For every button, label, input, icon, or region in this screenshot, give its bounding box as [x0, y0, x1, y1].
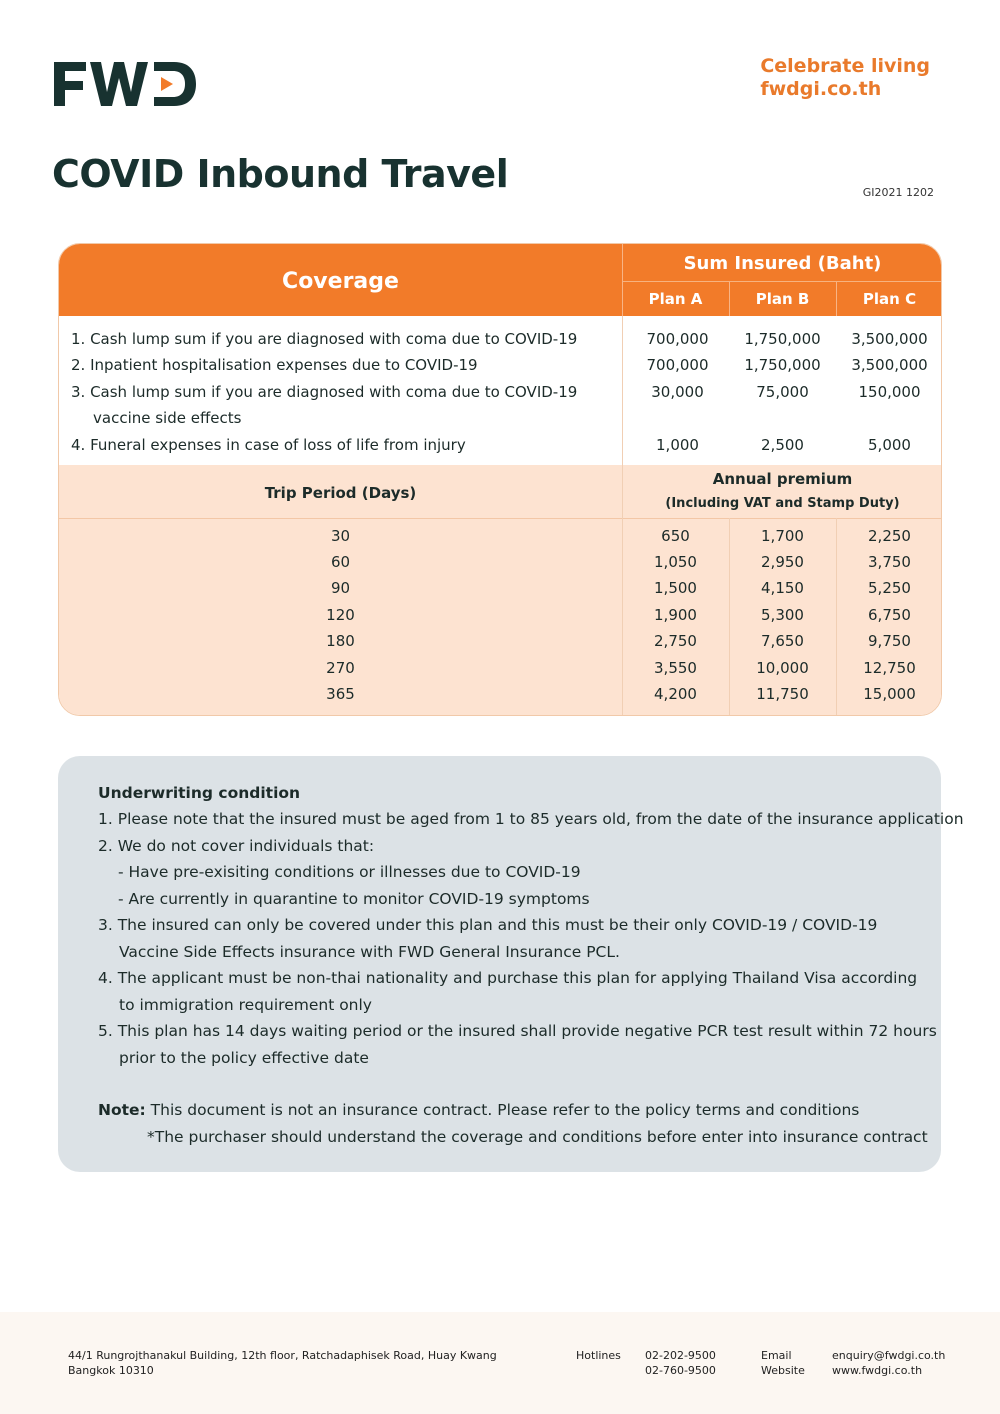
- plan-c-premium: 5,250: [868, 579, 911, 597]
- trip-days: 30: [330, 527, 351, 545]
- plan-b-premium: 4,150: [761, 579, 804, 597]
- table-row: [59, 632, 942, 658]
- website-link[interactable]: www.fwdgi.co.th: [832, 1364, 923, 1377]
- footer-address: [68, 1348, 497, 1378]
- trip-days: 120: [326, 606, 355, 624]
- trip-period-header: Trip Period (Days): [264, 484, 417, 502]
- plan-a-premium: 4,200: [654, 685, 697, 703]
- address-line: 44/1 Rungrojthanakul Building, 12th floor, Ratchadaphisek Road, Huay Kwang: [68, 1349, 497, 1362]
- plan-c-premium: 6,750: [868, 606, 911, 624]
- header-divider: [622, 244, 623, 316]
- plan-a-premium: 650: [661, 527, 690, 545]
- contact-labels: [761, 1348, 805, 1378]
- plan-b-premium: 2,950: [761, 553, 804, 571]
- plan-b-value: 2,500: [761, 436, 804, 454]
- page-title: COVID Inbound Travel: [52, 152, 509, 196]
- hotline-link[interactable]: 02-202-9500: [645, 1349, 716, 1362]
- condition-item-continued: Vaccine Side Effects insurance with FWD General Insurance PCL.: [119, 943, 620, 961]
- condition-item: 4. The applicant must be non-thai nationality and purchase this plan for applying Thailand Visa according: [98, 969, 918, 987]
- plan-c-premium: 2,250: [868, 527, 911, 545]
- coverage-table: [58, 243, 942, 716]
- hotline-link[interactable]: 02-760-9500: [645, 1364, 716, 1377]
- plan-b-header: Plan B: [755, 290, 810, 308]
- condition-subitem: - Have pre-exisiting conditions or illnesses due to COVID-19: [118, 863, 581, 881]
- plan-a-premium: 2,750: [654, 632, 697, 650]
- plan-b-premium: 11,750: [756, 685, 809, 703]
- table-row: [59, 606, 942, 632]
- trip-days: 60: [330, 553, 351, 571]
- hotline-numbers: [645, 1348, 716, 1378]
- plan-a-premium: 1,500: [654, 579, 697, 597]
- brand-tagline: [760, 55, 930, 101]
- coverage-label: 4. Funeral expenses in case of loss of life from injury: [71, 436, 466, 454]
- underwriting-conditions: [58, 756, 964, 1172]
- table-row: [59, 553, 942, 579]
- plan-a-value: 700,000: [646, 330, 709, 348]
- trip-days: 180: [326, 632, 355, 650]
- email-label: Email: [761, 1349, 792, 1362]
- note: [98, 1101, 859, 1119]
- premium-header-divider: [59, 518, 942, 519]
- plan-a-premium: 1,900: [654, 606, 697, 624]
- table-row: [59, 356, 942, 383]
- table-row: [59, 579, 942, 605]
- table-row: [59, 383, 942, 410]
- contact-values: [832, 1348, 945, 1378]
- annual-premium-header: Annual premium: [712, 470, 853, 488]
- header-divider: [729, 282, 730, 316]
- table-row: [59, 409, 942, 436]
- document-code: GI2021 1202: [862, 186, 934, 199]
- plan-c-value: 150,000: [858, 383, 921, 401]
- note-text: This document is not an insurance contract. Please refer to the policy terms and conditions: [145, 1101, 860, 1119]
- plan-c-premium: 9,750: [868, 632, 911, 650]
- note-label: Note:: [98, 1101, 146, 1119]
- note-disclaimer: *The purchaser should understand the coverage and conditions before enter into insurance contract: [147, 1128, 928, 1146]
- plan-a-premium: 1,050: [654, 553, 697, 571]
- address-line: Bangkok 10310: [68, 1364, 154, 1377]
- sum-insured-header: Sum Insured (Baht): [622, 244, 942, 282]
- condition-item-continued: to immigration requirement only: [119, 996, 372, 1014]
- annual-premium-subheader: (Including VAT and Stamp Duty): [665, 496, 900, 511]
- condition-item-continued: prior to the policy effective date: [119, 1049, 369, 1067]
- website-label: Website: [761, 1364, 805, 1377]
- conditions-title: Underwriting condition: [98, 784, 301, 802]
- plan-c-value: 3,500,000: [851, 356, 928, 374]
- condition-item: 3. The insured can only be covered under this plan and this must be their only COVID-19 / COVID-19: [98, 916, 878, 934]
- plan-b-premium: 5,300: [761, 606, 804, 624]
- plan-b-value: 1,750,000: [744, 356, 821, 374]
- email-link[interactable]: enquiry@fwdgi.co.th: [832, 1349, 946, 1362]
- trip-days: 270: [326, 659, 355, 677]
- plan-c-premium: 15,000: [863, 685, 916, 703]
- website-link[interactable]: fwdgi.co.th: [760, 78, 882, 100]
- fwd-logo-mark: [52, 58, 202, 110]
- condition-item: 5. This plan has 14 days waiting period or the insured shall provide negative PCR test result within 72 hours: [98, 1022, 937, 1040]
- plan-a-value: 1,000: [656, 436, 699, 454]
- fwd-logo: [52, 58, 202, 110]
- plan-b-value: 75,000: [756, 383, 809, 401]
- coverage-label: 3. Cash lump sum if you are diagnosed with coma due to COVID-19: [71, 383, 578, 401]
- condition-subitem: - Are currently in quarantine to monitor COVID-19 symptoms: [118, 890, 590, 908]
- header-divider: [836, 282, 837, 316]
- trip-days: 365: [326, 685, 355, 703]
- plan-c-value: 3,500,000: [851, 330, 928, 348]
- tagline-text: Celebrate living: [760, 55, 930, 77]
- table-row: [59, 659, 942, 685]
- footer: [0, 1312, 1000, 1414]
- plan-b-value: 1,750,000: [744, 330, 821, 348]
- hotlines-label: Hotlines: [576, 1349, 621, 1362]
- coverage-label: 1. Cash lump sum if you are diagnosed with coma due to COVID-19: [71, 330, 578, 348]
- plan-a-header: Plan A: [648, 290, 703, 308]
- trip-days: 90: [330, 579, 351, 597]
- plan-c-header: Plan C: [862, 290, 917, 308]
- plan-b-premium: 1,700: [761, 527, 804, 545]
- plan-b-premium: 10,000: [756, 659, 809, 677]
- plan-c-value: 5,000: [868, 436, 911, 454]
- coverage-label: 2. Inpatient hospitalisation expenses due to COVID-19: [71, 356, 478, 374]
- plan-a-value: 30,000: [651, 383, 704, 401]
- plan-b-premium: 7,650: [761, 632, 804, 650]
- coverage-header: Coverage: [282, 269, 399, 294]
- condition-item: 2. We do not cover individuals that:: [98, 837, 375, 855]
- table-row: [59, 527, 942, 553]
- coverage-label-continued: vaccine side effects: [93, 409, 242, 427]
- table-row: [59, 685, 942, 711]
- plan-a-value: 700,000: [646, 356, 709, 374]
- table-row: [59, 330, 942, 357]
- condition-item: 1. Please note that the insured must be aged from 1 to 85 years old, from the date of the insurance application: [98, 810, 964, 828]
- plan-c-premium: 12,750: [863, 659, 916, 677]
- plan-a-premium: 3,550: [654, 659, 697, 677]
- table-row: [59, 436, 942, 463]
- plan-c-premium: 3,750: [868, 553, 911, 571]
